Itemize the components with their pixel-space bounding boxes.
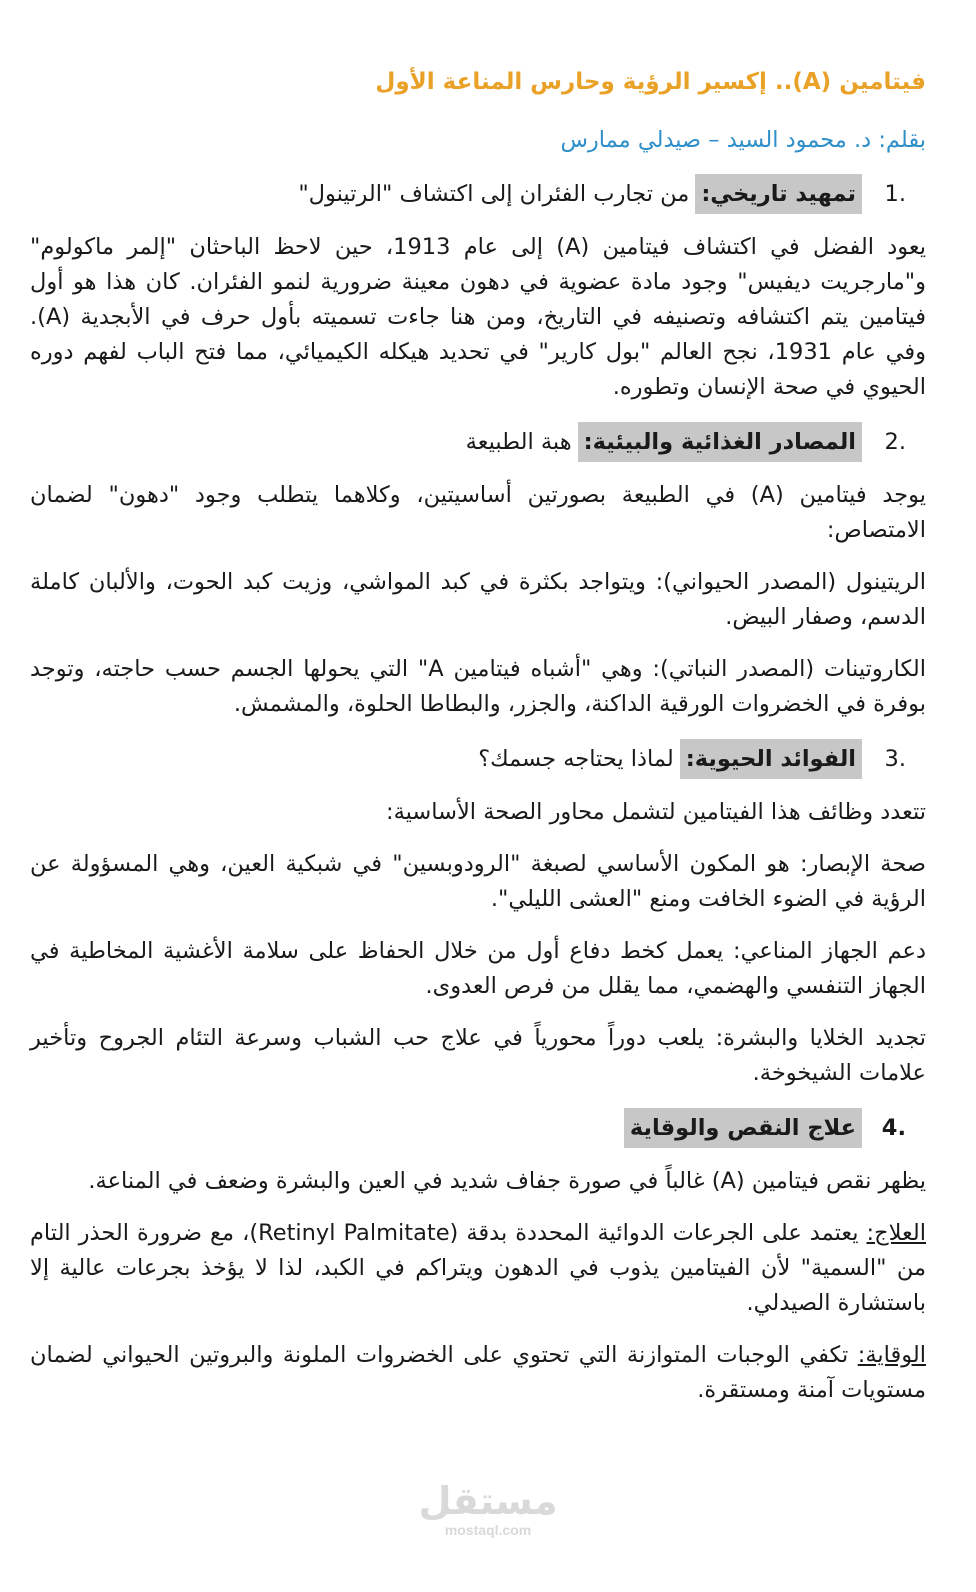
paragraph-prevention [30,1338,926,1408]
section-heading-benefits [30,739,926,779]
article-title: فيتامين (A).. إكسير الرؤية وحارس المناعة الأول [375,69,926,95]
treatment-label: العلاج: [866,1220,927,1246]
watermark-url: mostaql.com [444,1522,532,1538]
paragraph: تجديد الخلايا والبشرة: يلعب دوراً محورياً في علاج حب الشباب وسرعة التئام الجروح وتأخير علامات الشيخوخة. [30,1025,926,1086]
paragraph-treatment [30,1216,926,1321]
section-number: 3. [884,746,906,772]
section-heading-sources [30,422,926,462]
section-number: 4. [881,1115,906,1141]
paragraph: الريتينول (المصدر الحيواني): ويتواجد بكثرة في كبد المواشي، وزيت كبد الحوت، والألبان كاملة الدسم، وصفار البيض. [30,569,926,630]
paragraph: يعود الفضل في اكتشاف فيتامين (A) إلى عام 1913، حين لاحظ الباحثان "إلمر ماكولوم" و"مارجريت ديفيس" وجود مادة عضوية في دهون معينة ضرورية لنمو الفئران. كان هذا هو أول فيتامين يتم اكتشافه وتصنيفه في التاريخ، ومن هنا جاءت تسميته بأول حرف في الأبجدية (A). وفي عام 1931، نجح العالم "بول كارير" في تحديد هيكله الكيميائي، مما فتح الباب لفهم دوره الحيوي في صحة الإنسان وتطوره. [30,234,926,400]
section-number: 2. [884,429,906,455]
section-heading-label: الفوائد الحيوية: [680,739,862,779]
section-subtitle: هبة الطبيعة [465,429,572,455]
paragraph: يوجد فيتامين (A) في الطبيعة بصورتين أساسيتين، وكلاهما يتطلب وجود "دهون" لضمان الامتصاص: [30,482,926,543]
paragraph: دعم الجهاز المناعي: يعمل كخط دفاع أول من خلال الحفاظ على سلامة الأغشية المخاطية في الجهاز التنفسي والهضمي، مما يقلل من فرص العدوى. [30,938,926,999]
prevention-label: الوقاية: [857,1342,926,1368]
article-byline: بقلم: د. محمود السيد – صيدلي ممارس [560,127,926,153]
paragraph: يظهر نقص فيتامين (A) غالباً في صورة جفاف شديد في العين والبشرة وضعف في المناعة. [88,1168,926,1194]
paragraph: صحة الإبصار: هو المكون الأساسي لصبغة "الرودوبسين" في شبكية العين، وهي المسؤولة عن الرؤية في الضوء الخافت ومنع "العشى الليلي". [30,851,926,912]
article [30,62,926,1425]
watermark [0,1480,976,1538]
section-heading-label: المصادر الغذائية والبيئية: [578,422,862,462]
prevention-text: تكفي الوجبات المتوازنة التي تحتوي على الخضروات الملونة والبروتين الحيواني لضمان مستويات آمنة ومستقرة. [30,1342,926,1403]
watermark-logo: مستقل [418,1479,558,1523]
section-heading-label: تمهيد تاريخي: [695,174,862,214]
section-heading-treatment [30,1108,926,1148]
section-heading-history [30,174,926,214]
treatment-text: يعتمد على الجرعات الدوائية المحددة بدقة (Retinyl Palmitate)، مع ضرورة الحذر التام من "السمية" لأن الفيتامين يذوب في الدهون ويتراكم في الكبد، لذا لا يؤخذ بجرعات عالية إلا باستشارة الصيدلي. [30,1220,926,1316]
section-number: 1. [884,181,906,207]
section-heading-label: علاج النقص والوقاية [624,1108,862,1148]
paragraph: الكاروتينات (المصدر النباتي): وهي "أشباه فيتامين A" التي يحولها الجسم حسب حاجته، وتوجد بوفرة في الخضروات الورقية الداكنة، والجزر، والبطاطا الحلوة، والمشمش. [30,656,926,717]
section-subtitle: من تجارب الفئران إلى اكتشاف "الرتينول" [298,181,690,207]
paragraph: تتعدد وظائف هذا الفيتامين لتشمل محاور الصحة الأساسية: [385,799,926,825]
section-subtitle: لماذا يحتاجه جسمك؟ [478,746,674,772]
